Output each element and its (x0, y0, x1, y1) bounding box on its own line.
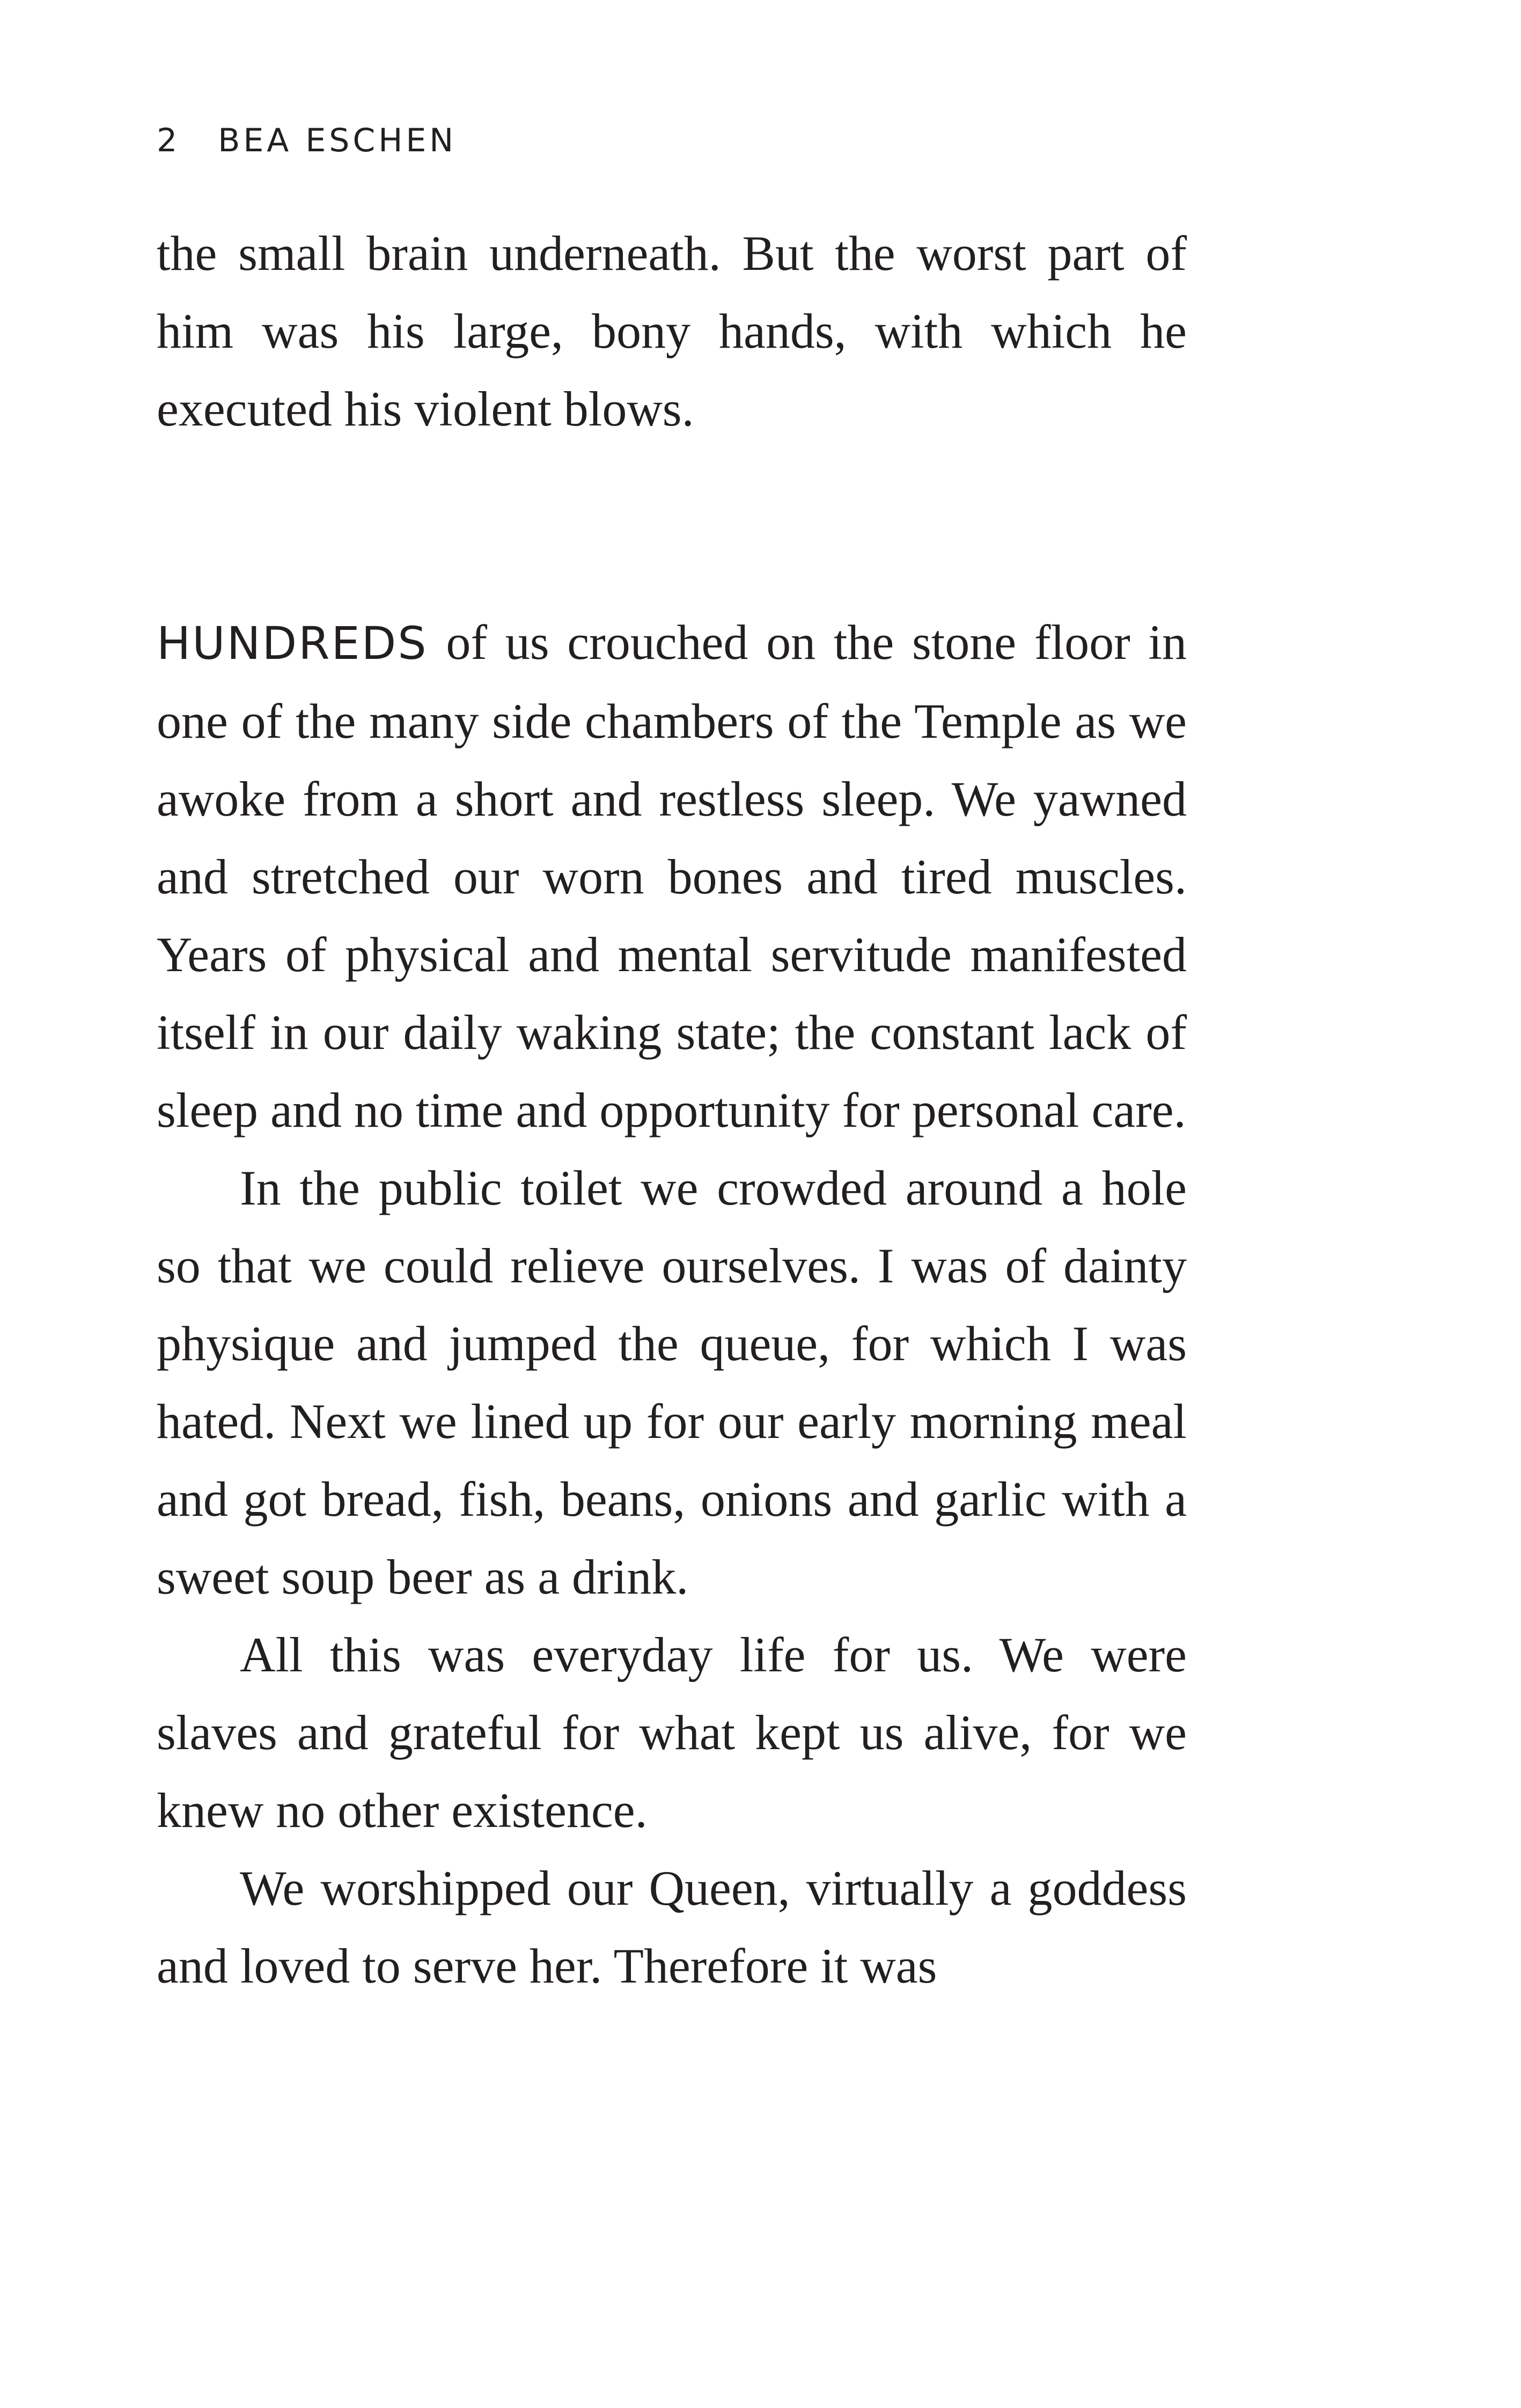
author-name: BEA ESCHEN (218, 122, 457, 159)
section-opening-paragraph (157, 604, 1187, 1149)
section-body (157, 604, 1187, 2005)
section-lead-word: HUNDREDS (157, 617, 428, 670)
running-head (157, 119, 457, 162)
section-opening-text: of us crouched on the stone floor in one of the many side chambers of the Temple as we awoke from a short and restless sleep. We yawned and stretched our worn bones and tired muscles. Years of physical and mental servitude manifested itself in our daily waking state; the constant lack of sleep and no time and opportunity for personal care. (157, 615, 1187, 1137)
continuation-block (157, 215, 1187, 448)
continuation-paragraph: the small brain underneath. But the worst part of him was his large, bony hands, with which he executed his violent blows. (157, 226, 1187, 436)
body-paragraph: In the public toilet we crowded around a hole so that we could relieve ourselves. I was of dainty physique and jumped the queue, for which I was hated. Next we lined up for our early morning meal and got bread, fish, beans, onions and garlic with a sweet soup beer as a drink. (157, 1161, 1187, 1604)
body-paragraph: All this was everyday life for us. We were slaves and grateful for what kept us alive, for we knew no other existence. (157, 1627, 1187, 1838)
body-paragraph: We worshipped our Queen, virtually a goddess and loved to serve her. Therefore it was (157, 1861, 1187, 1993)
page-number: 2 (157, 122, 181, 159)
